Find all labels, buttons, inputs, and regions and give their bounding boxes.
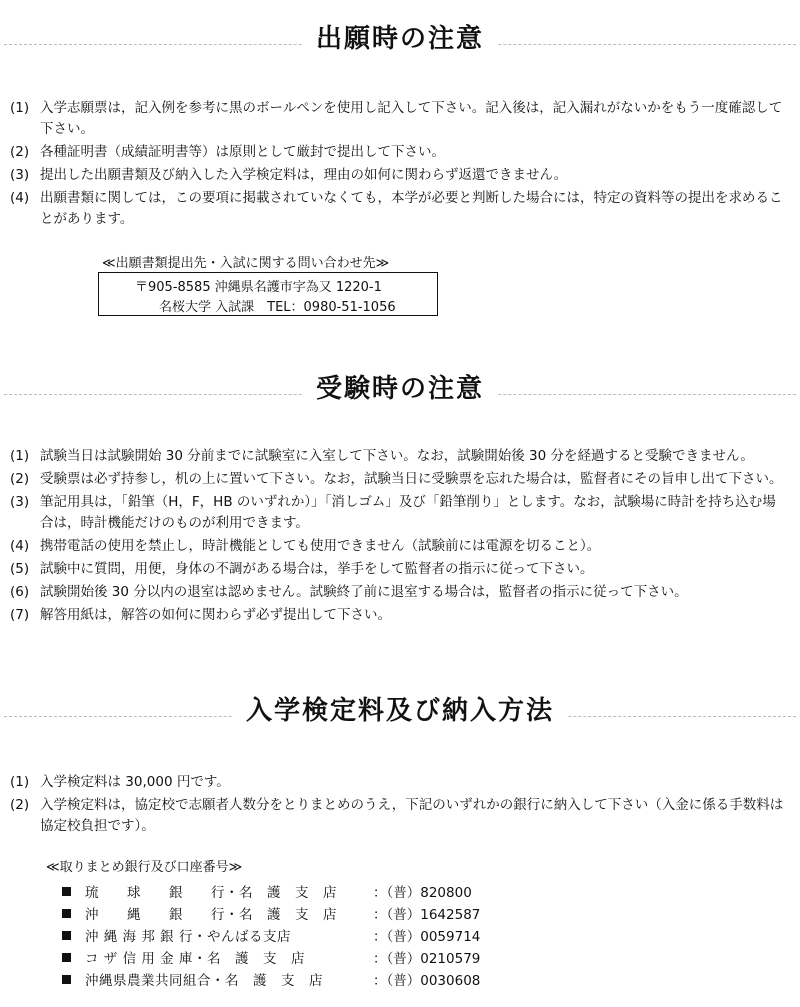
exam-fee-list [10, 772, 788, 839]
contact-box [98, 272, 438, 316]
item-text: 出願書類に関しては，この要項に掲載されていなくても，本学が必要と判断した場合には，特定の資料等の提出を求めることがあります。 [40, 190, 783, 227]
item-number: (2) [10, 797, 30, 813]
item-number: (3) [10, 167, 30, 183]
item-text: 解答用紙は，解答の如何に関わらず必ず提出して下さい。 [40, 607, 391, 623]
bank-list [62, 880, 480, 990]
exam-notes-list [10, 446, 788, 628]
list-item [10, 98, 788, 140]
item-number: (4) [10, 190, 30, 206]
contact-address: 〒905-8585 沖縄県名護市字為又 1220-1 [135, 280, 382, 295]
section-title: 入学検定料及び納入方法 [232, 696, 568, 726]
item-number: (7) [10, 607, 30, 623]
bank-row [62, 902, 480, 924]
application-notes-list [10, 98, 788, 232]
item-number: (6) [10, 584, 30, 600]
bank-row [62, 924, 480, 946]
bank-row [62, 880, 480, 902]
item-text: 筆記用具は，「鉛筆（H，F，HB のいずれか）」「消しゴム」及び「鉛筆削り」とします。なお，試験場に時計を持ち込む場合は，時計機能だけのものが利用できます。 [40, 494, 776, 531]
item-number: (3) [10, 494, 30, 510]
bank-account: ：（普）0059714 [373, 929, 481, 945]
item-number: (2) [10, 471, 30, 487]
list-item [10, 492, 788, 534]
bank-account: ：（普）820800 [373, 885, 472, 901]
item-text: 入学検定料は，協定校で志願者人数分をとりまとめのうえ，下記のいずれかの銀行に納入して下さい（入金に係る手数料は協定校負担です）。 [40, 797, 784, 834]
square-bullet-icon [62, 975, 71, 984]
list-item [10, 188, 788, 230]
item-number: (1) [10, 100, 30, 116]
list-item [10, 446, 788, 467]
bank-account: ：（普）0210579 [373, 951, 481, 967]
item-text: 各種証明書（成績証明書等）は原則として厳封で提出して下さい。 [40, 144, 445, 160]
item-number: (5) [10, 561, 30, 577]
item-number: (4) [10, 538, 30, 554]
list-item [10, 536, 788, 557]
section-title: 出願時の注意 [302, 24, 498, 54]
item-text: 試験開始後 30 分以内の退室は認めません。試験終了前に退室する場合は，監督者の指示に従って下さい。 [40, 584, 688, 600]
bank-name: 琉 球 銀 行・名 護 支 店 [85, 885, 337, 901]
bank-name: 沖縄県農業共同組合・名 護 支 店 [85, 973, 323, 989]
bank-name: 沖 縄 銀 行・名 護 支 店 [85, 907, 337, 923]
item-text: 携帯電話の使用を禁止し，時計機能としても使用できません（試験前には電源を切ること）。 [40, 538, 601, 554]
section-title: 受験時の注意 [302, 374, 498, 404]
item-number: (1) [10, 448, 30, 464]
square-bullet-icon [62, 909, 71, 918]
list-item [10, 142, 788, 163]
list-item [10, 559, 788, 580]
item-text: 試験当日は試験開始 30 分前までに試験室に入室して下さい。なお，試験開始後 30 分を経過すると受験できません。 [40, 448, 754, 464]
contact-phone: 名桜大学 入試課 TEL：0980-51-1056 [159, 300, 396, 315]
item-text: 試験中に質問，用便，身体の不調がある場合は，挙手をして監督者の指示に従って下さい。 [40, 561, 594, 577]
item-text: 入学志願票は，記入例を参考に黒のボールペンを使用し記入して下さい。記入後は，記入漏れがないかをもう一度確認して下さい。 [40, 100, 783, 137]
bank-account: ：（普）1642587 [373, 907, 481, 923]
item-text: 提出した出願書類及び納入した入学検定料は，理由の如何に関わらず返還できません。 [40, 167, 568, 183]
square-bullet-icon [62, 931, 71, 940]
bank-row [62, 946, 480, 968]
bank-account: ：（普）0030608 [373, 973, 481, 989]
contact-caption: ≪出願書類提出先・入試に関する問い合わせ先≫ [102, 256, 390, 271]
square-bullet-icon [62, 953, 71, 962]
list-item [10, 469, 788, 490]
item-number: (1) [10, 774, 30, 790]
square-bullet-icon [62, 887, 71, 896]
item-text: 受験票は必ず持参し，机の上に置いて下さい。なお，試験当日に受験票を忘れた場合は，監督者にその旨申し出て下さい。 [40, 471, 783, 487]
bank-row [62, 968, 480, 990]
list-item [10, 165, 788, 186]
list-item [10, 605, 788, 626]
list-item [10, 772, 788, 793]
bank-name: コ ザ 信 用 金 庫・名 護 支 店 [85, 951, 305, 967]
item-text: 入学検定料は 30,000 円です。 [40, 774, 230, 790]
bank-caption: ≪取りまとめ銀行及び口座番号≫ [46, 860, 243, 875]
bank-name: 沖 縄 海 邦 銀 行・やんばる支店 [85, 929, 291, 945]
item-number: (2) [10, 144, 30, 160]
list-item [10, 795, 788, 837]
list-item [10, 582, 788, 603]
